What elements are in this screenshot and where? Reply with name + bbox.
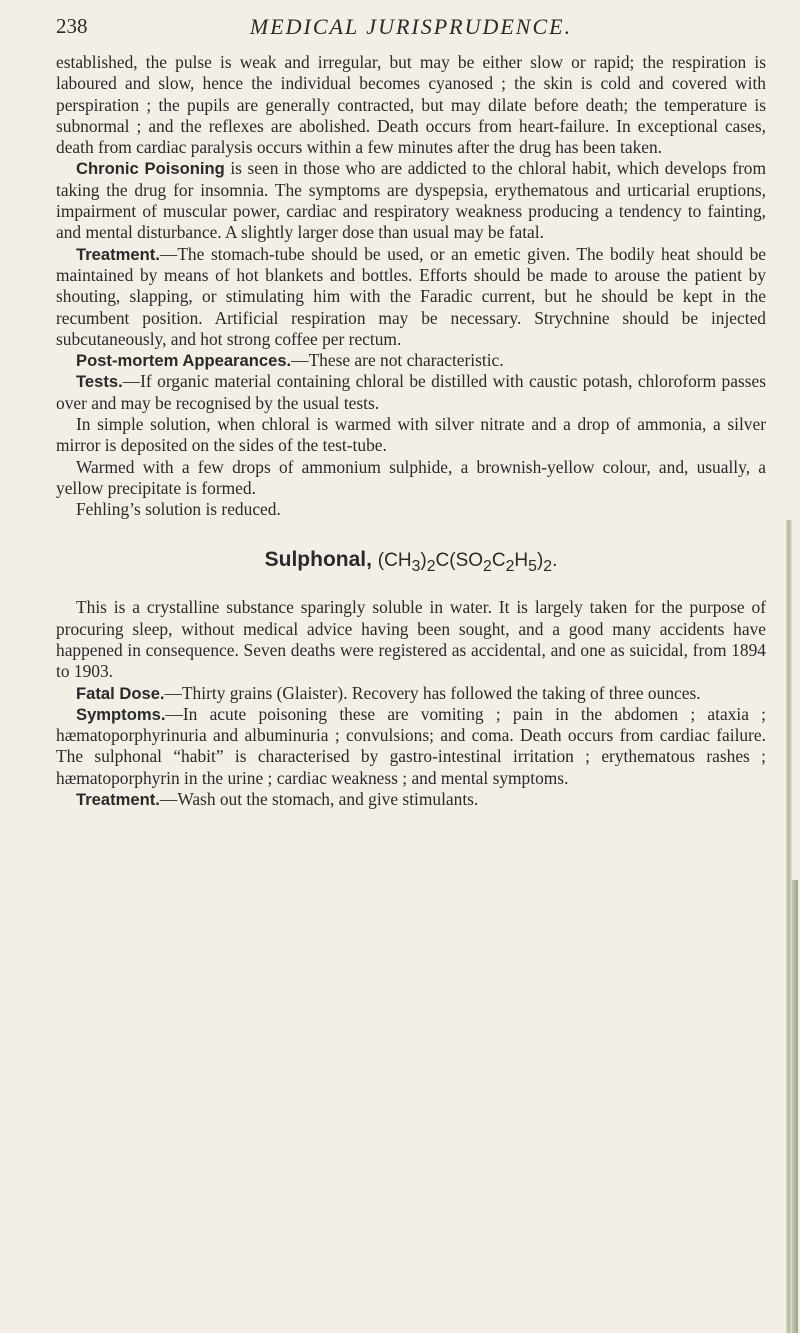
paragraph-sulphonal-treatment <box>56 789 766 810</box>
chemical-formula <box>377 549 558 575</box>
formula-part: H <box>514 549 529 571</box>
formula-subscript: 3 <box>411 557 421 575</box>
paragraph-simple-solution: In simple solution, when chloral is warmed with silver nitrate and a drop of ammonia, a silver mirror is deposited on the sides of the test-tube. <box>56 414 766 456</box>
paragraph-fatal-dose <box>56 683 766 704</box>
formula-subscript: 2 <box>543 557 553 575</box>
paragraph-continued: established, the pulse is weak and irregular, but may be either slow or rapid; the respiration is laboured and slow, hence the individual becomes cyanosed ; the skin is cold and covered with perspiration ; the pupils are generally contracted, but may dilate before death; the temperature is subnormal ; and the reflexes are abolished. Death occurs from heart-failure. In exceptional cases, death from cardiac paralysis occurs within a few minutes after the drug has been taken. <box>56 52 766 158</box>
section-heading-sulphonal <box>56 548 766 579</box>
paragraph-text: —Thirty grains (Glaister). Recovery has followed the taking of three ounces. <box>164 682 701 703</box>
formula-subscript: 2 <box>426 557 436 575</box>
running-head <box>56 14 766 42</box>
paragraph-text: —These are not characteristic. <box>291 350 504 371</box>
formula-part: (CH <box>377 549 412 571</box>
paragraph-treatment <box>56 244 766 350</box>
body-text <box>56 52 766 810</box>
formula-part: C <box>491 549 506 571</box>
run-in-heading-chronic-poisoning: Chronic Poisoning <box>76 159 225 179</box>
run-in-heading-tests: Tests. <box>76 372 123 392</box>
run-in-heading-fatal-dose: Fatal Dose. <box>76 683 165 703</box>
paragraph-ammonium-sulphide: Warmed with a few drops of ammonium sulphide, a brownish-yellow colour, and, usually, a yellow precipitate is formed. <box>56 456 766 498</box>
paragraph-sulphonal-intro: This is a crystalline substance sparingly soluble in water. It is largely taken for the purpose of procuring sleep, without medical advice having been sought, and a good many accidents have happened in consequence. Seven deaths were registered as accidental, and one as suicidal, from 1894 to 1903. <box>56 597 766 682</box>
formula-part: . <box>552 549 558 571</box>
paragraph-text: —Wash out the stomach, and give stimulants. <box>159 789 479 809</box>
running-title: MEDICAL JURISPRUDENCE. <box>249 14 573 39</box>
formula-subscript: 2 <box>505 557 515 575</box>
run-in-heading-treatment: Treatment. <box>76 790 160 809</box>
paragraph-text: —The stomach-tube should be used, or an emetic given. The bodily heat should be maintained by means of hot blankets and bottles. Efforts should be made to arouse the patient by shouting, slapping, or stimulating him with the Faradic current, but he should be kept in the recumbent position. Artificial respiration may be necessary. Strychnine should be injected subcutaneously, and hot strong coffee per rectum. <box>56 243 766 349</box>
paragraph-chronic-poisoning <box>56 158 766 243</box>
paragraph-text: —If organic material containing chloral be distilled with caustic potash, chloroform passes over and may be recognised by the usual tests. <box>56 371 766 413</box>
paragraph-post-mortem <box>56 350 766 371</box>
section-heading-title: Sulphonal, <box>264 547 372 571</box>
paragraph-text: —In acute poisoning these are vomiting ; pain in the abdomen ; ataxia ; hæmatoporphyrinuria and albuminuria ; convulsions; and coma. Death occurs from cardiac failure. The sulphonal “habit” is characterised by gastro-intestinal irritation ; erythematous rashes ; hæmatoporphyrin in the urine ; cardiac weakness ; and mental symptoms. <box>56 703 766 788</box>
formula-subscript: 2 <box>483 557 492 575</box>
page-number: 238 <box>56 14 88 38</box>
paragraph-symptoms <box>56 704 766 789</box>
formula-part: C(SO <box>435 549 484 571</box>
run-in-heading-symptoms: Symptoms. <box>76 704 166 724</box>
page-edge-shadow <box>792 880 798 1333</box>
formula-subscript: 5 <box>528 557 537 575</box>
run-in-heading-post-mortem: Post-mortem Appearances. <box>76 351 292 371</box>
run-in-heading-treatment: Treatment. <box>76 244 160 264</box>
formula-part: ) <box>536 549 544 571</box>
paragraph-text: is seen in those who are addicted to the chloral habit, which develops from taking the drug for insomnia. The symptoms are dyspepsia, erythematous and urticarial eruptions, impairment of muscular power, cardiac and respiratory weakness producing a tendency to fainting, and mental disturbance. A slightly larger dose than usual may be fatal. <box>56 158 766 243</box>
paragraph-tests <box>56 371 766 414</box>
formula-part: ) <box>420 549 427 571</box>
paragraph-fehling: Fehling’s solution is reduced. <box>76 499 281 520</box>
